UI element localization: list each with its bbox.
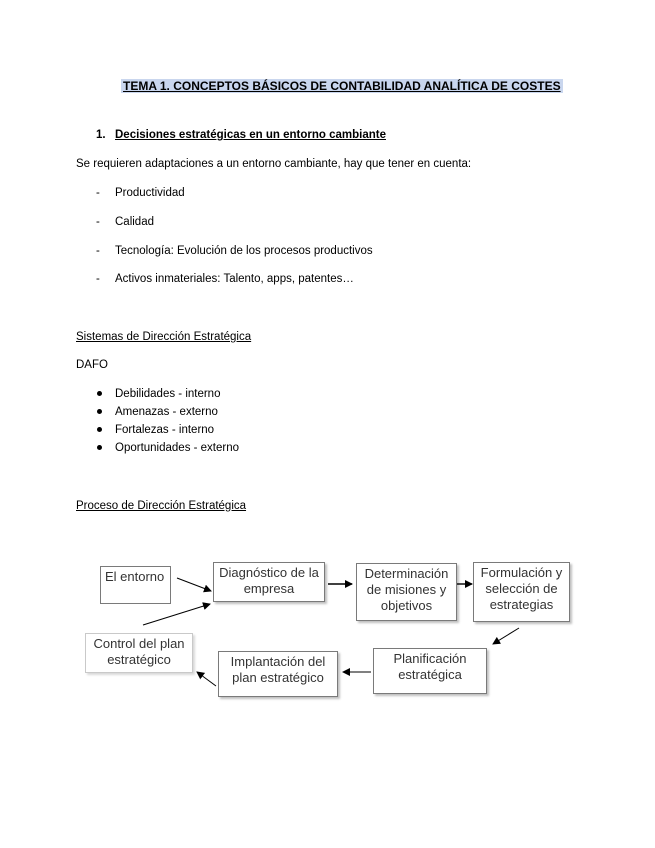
- dafo-item: Fortalezas - interno: [115, 424, 215, 436]
- box-determinacion-line: objetivos: [380, 598, 433, 613]
- dafo-label: DAFO: [76, 359, 108, 371]
- section-number: 1.: [96, 129, 106, 141]
- list-item: Calidad: [115, 216, 154, 228]
- box-diagnostico-line: Diagnóstico de la: [219, 565, 319, 580]
- box-control-line: estratégico: [107, 652, 171, 667]
- list-item: Activos inmateriales: Talento, apps, patentes…: [115, 273, 354, 285]
- box-formulacion-line: selección de: [485, 581, 558, 596]
- arrow-implantacion-control: [197, 672, 216, 686]
- box-control-line: Control del plan: [93, 636, 185, 651]
- page-title: TEMA 1. CONCEPTOS BÁSICOS DE CONTABILIDAD ANALÍTICA DE COSTES: [123, 79, 561, 93]
- box-implantacion-line: plan estratégico: [232, 670, 324, 685]
- list-dash: -: [96, 216, 100, 228]
- section-intro: Se requieren adaptaciones a un entorno cambiante, hay que tener en cuenta:: [76, 158, 472, 170]
- box-planificacion-line: Planificación: [393, 651, 467, 666]
- sistemas-heading: Sistemas de Dirección Estratégica: [76, 331, 252, 343]
- arrow-formulacion-planificacion: [493, 628, 519, 644]
- section-heading: Decisiones estratégicas en un entorno cambiante: [115, 129, 386, 141]
- box-planificacion-line: estratégica: [398, 667, 462, 682]
- list-dash: -: [96, 187, 100, 199]
- box-determinacion-line: Determinación: [364, 566, 449, 581]
- box-entorno-label: El entorno: [105, 569, 165, 584]
- box-formulacion-line: Formulación y: [480, 565, 563, 580]
- box-determinacion-line: de misiones y: [366, 582, 447, 597]
- list-dash: -: [96, 273, 100, 285]
- box-implantacion-line: Implantación del: [230, 654, 326, 669]
- arrow-control-diagnostico: [143, 604, 210, 625]
- dafo-item: Oportunidades - externo: [115, 442, 240, 454]
- dafo-item: Debilidades - interno: [115, 388, 221, 400]
- dafo-item: Amenazas - externo: [115, 406, 218, 418]
- arrow-entorno-diagnostico: [177, 578, 211, 591]
- box-diagnostico-line: empresa: [243, 581, 295, 596]
- list-dash: -: [96, 245, 100, 257]
- proceso-heading: Proceso de Dirección Estratégica: [76, 500, 247, 512]
- box-formulacion-line: estrategias: [489, 597, 554, 612]
- list-item: Productividad: [115, 187, 185, 199]
- list-item: Tecnología: Evolución de los procesos productivos: [115, 245, 373, 257]
